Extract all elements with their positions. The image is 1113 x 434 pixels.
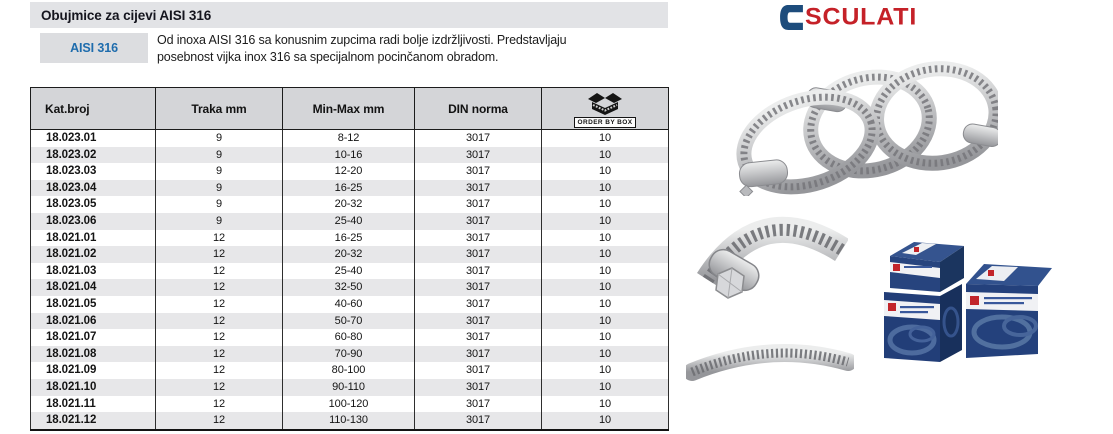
cell-traka-mm: 12 <box>156 313 283 330</box>
description-line-2: posebnost vijka inox 316 sa specijalnom pocinčanom obradom. <box>157 50 499 64</box>
table-row <box>31 346 669 363</box>
cell-box-qty: 10 <box>542 362 669 379</box>
cell-min-max-mm: 20-32 <box>283 246 415 263</box>
cell-din-norma: 3017 <box>415 362 542 379</box>
order-by-box-icon <box>585 90 625 116</box>
cell-traka-mm: 12 <box>156 230 283 247</box>
table-header-row <box>31 88 669 130</box>
table-body <box>31 130 669 430</box>
cell-traka-mm: 9 <box>156 180 283 197</box>
cell-box-qty: 10 <box>542 329 669 346</box>
table-row <box>31 246 669 263</box>
cell-kat-broj: 18.023.01 <box>31 130 156 147</box>
cell-kat-broj: 18.021.02 <box>31 246 156 263</box>
aisi-badge <box>40 33 148 63</box>
cell-kat-broj: 18.021.12 <box>31 412 156 430</box>
cell-din-norma: 3017 <box>415 230 542 247</box>
product-photo-hose-clamps <box>722 36 998 196</box>
cell-din-norma: 3017 <box>415 279 542 296</box>
cell-traka-mm: 12 <box>156 379 283 396</box>
table-row <box>31 329 669 346</box>
col-header-din-norma: DIN norma <box>415 88 542 130</box>
cell-box-qty: 10 <box>542 230 669 247</box>
section-title-bar <box>30 2 668 28</box>
product-photo-band-strip <box>686 332 854 388</box>
cell-din-norma: 3017 <box>415 213 542 230</box>
cell-box-qty: 10 <box>542 296 669 313</box>
cell-min-max-mm: 8-12 <box>283 130 415 147</box>
table-row <box>31 130 669 147</box>
cell-traka-mm: 12 <box>156 346 283 363</box>
cell-kat-broj: 18.021.04 <box>31 279 156 296</box>
col-header-kat-broj: Kat.broj <box>31 88 156 130</box>
cell-kat-broj: 18.021.01 <box>31 230 156 247</box>
osculati-o-mark-icon <box>779 4 804 31</box>
cell-kat-broj: 18.021.09 <box>31 362 156 379</box>
cell-kat-broj: 18.023.06 <box>31 213 156 230</box>
table-row <box>31 362 669 379</box>
table-row <box>31 263 669 280</box>
table-row <box>31 396 669 413</box>
cell-din-norma: 3017 <box>415 263 542 280</box>
table-row <box>31 313 669 330</box>
table-row <box>31 412 669 430</box>
cell-box-qty: 10 <box>542 246 669 263</box>
cell-min-max-mm: 90-110 <box>283 379 415 396</box>
table-row <box>31 213 669 230</box>
cell-min-max-mm: 12-20 <box>283 163 415 180</box>
cell-din-norma: 3017 <box>415 329 542 346</box>
cell-min-max-mm: 40-60 <box>283 296 415 313</box>
cell-min-max-mm: 25-40 <box>283 263 415 280</box>
product-table <box>30 87 669 431</box>
cell-box-qty: 10 <box>542 213 669 230</box>
cell-traka-mm: 12 <box>156 246 283 263</box>
cell-kat-broj: 18.021.10 <box>31 379 156 396</box>
cell-kat-broj: 18.021.06 <box>31 313 156 330</box>
cell-kat-broj: 18.021.07 <box>31 329 156 346</box>
product-photo-packaging-boxes <box>876 226 1052 370</box>
cell-traka-mm: 12 <box>156 329 283 346</box>
cell-kat-broj: 18.023.04 <box>31 180 156 197</box>
cell-min-max-mm: 16-25 <box>283 230 415 247</box>
cell-kat-broj: 18.021.03 <box>31 263 156 280</box>
cell-kat-broj: 18.021.05 <box>31 296 156 313</box>
table-row <box>31 379 669 396</box>
cell-min-max-mm: 16-25 <box>283 180 415 197</box>
col-header-traka-mm: Traka mm <box>156 88 283 130</box>
cell-din-norma: 3017 <box>415 346 542 363</box>
cell-box-qty: 10 <box>542 180 669 197</box>
cell-traka-mm: 12 <box>156 296 283 313</box>
cell-kat-broj: 18.023.05 <box>31 196 156 213</box>
cell-box-qty: 10 <box>542 130 669 147</box>
cell-din-norma: 3017 <box>415 147 542 164</box>
cell-box-qty: 10 <box>542 279 669 296</box>
cell-min-max-mm: 10-16 <box>283 147 415 164</box>
cell-min-max-mm: 70-90 <box>283 346 415 363</box>
cell-min-max-mm: 20-32 <box>283 196 415 213</box>
table-row <box>31 296 669 313</box>
cell-din-norma: 3017 <box>415 246 542 263</box>
table-row <box>31 147 669 164</box>
table-row <box>31 279 669 296</box>
cell-min-max-mm: 100-120 <box>283 396 415 413</box>
col-header-min-max-mm: Min-Max mm <box>283 88 415 130</box>
cell-box-qty: 10 <box>542 396 669 413</box>
cell-traka-mm: 12 <box>156 396 283 413</box>
cell-kat-broj: 18.023.03 <box>31 163 156 180</box>
cell-box-qty: 10 <box>542 313 669 330</box>
cell-box-qty: 10 <box>542 163 669 180</box>
cell-din-norma: 3017 <box>415 130 542 147</box>
cell-traka-mm: 12 <box>156 263 283 280</box>
cell-kat-broj: 18.021.08 <box>31 346 156 363</box>
cell-kat-broj: 18.023.02 <box>31 147 156 164</box>
table-row <box>31 180 669 197</box>
cell-din-norma: 3017 <box>415 313 542 330</box>
order-by-box-label: ORDER BY BOX <box>574 117 637 128</box>
product-description <box>157 32 672 66</box>
cell-box-qty: 10 <box>542 379 669 396</box>
osculati-logo-text: SCULATI <box>805 3 918 31</box>
cell-din-norma: 3017 <box>415 180 542 197</box>
product-photo-clamp-closeup <box>694 196 848 306</box>
cell-traka-mm: 9 <box>156 213 283 230</box>
cell-min-max-mm: 60-80 <box>283 329 415 346</box>
cell-din-norma: 3017 <box>415 379 542 396</box>
description-line-1: Od inoxa AISI 316 sa konusnim zupcima radi bolje izdržljivosti. Predstavljaju <box>157 33 567 47</box>
cell-din-norma: 3017 <box>415 396 542 413</box>
cell-traka-mm: 12 <box>156 412 283 430</box>
cell-min-max-mm: 32-50 <box>283 279 415 296</box>
cell-traka-mm: 9 <box>156 130 283 147</box>
cell-min-max-mm: 80-100 <box>283 362 415 379</box>
col-header-order-by-box <box>542 88 669 130</box>
osculati-logo <box>779 3 917 31</box>
cell-traka-mm: 9 <box>156 196 283 213</box>
table-row <box>31 163 669 180</box>
cell-kat-broj: 18.021.11 <box>31 396 156 413</box>
cell-traka-mm: 9 <box>156 163 283 180</box>
table-row <box>31 196 669 213</box>
cell-box-qty: 10 <box>542 263 669 280</box>
cell-traka-mm: 9 <box>156 147 283 164</box>
cell-traka-mm: 12 <box>156 279 283 296</box>
cell-traka-mm: 12 <box>156 362 283 379</box>
cell-din-norma: 3017 <box>415 412 542 430</box>
table-row <box>31 230 669 247</box>
cell-din-norma: 3017 <box>415 296 542 313</box>
cell-box-qty: 10 <box>542 412 669 430</box>
cell-box-qty: 10 <box>542 147 669 164</box>
cell-min-max-mm: 110-130 <box>283 412 415 430</box>
cell-box-qty: 10 <box>542 346 669 363</box>
cell-din-norma: 3017 <box>415 163 542 180</box>
cell-min-max-mm: 50-70 <box>283 313 415 330</box>
cell-box-qty: 10 <box>542 196 669 213</box>
cell-din-norma: 3017 <box>415 196 542 213</box>
page-title: Obujmice za cijevi AISI 316 <box>41 7 212 23</box>
aisi-badge-label: AISI 316 <box>70 41 118 55</box>
cell-min-max-mm: 25-40 <box>283 213 415 230</box>
